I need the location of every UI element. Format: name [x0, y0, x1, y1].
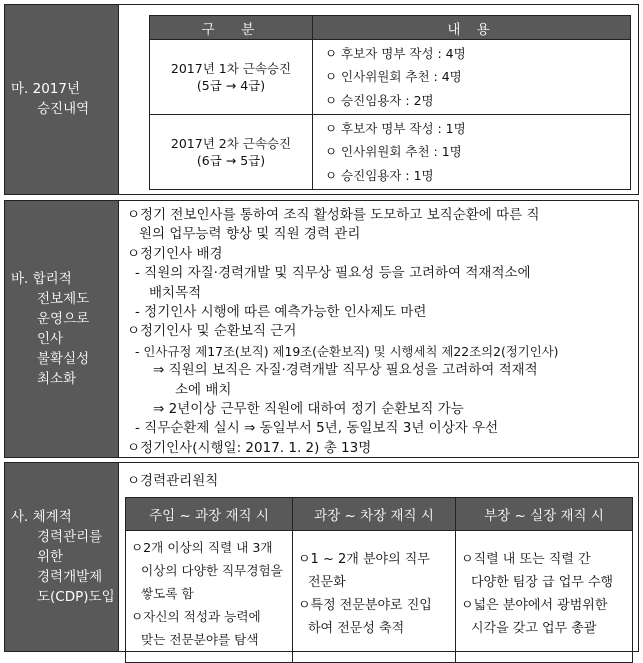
table-cell	[293, 531, 456, 663]
paragraph-line: 소에 배치	[175, 381, 232, 398]
cell-line: ㅇ직렬 내 또는 직렬 간	[461, 552, 591, 567]
promotion-table	[149, 15, 631, 190]
cell-line: ㅇ넓은 분야에서 광범위한	[461, 598, 608, 613]
table-row	[126, 531, 633, 663]
table-cell	[126, 531, 293, 663]
section-label-line: 경력개발제	[37, 569, 103, 585]
section-ma-content	[119, 5, 638, 194]
paragraph-line: 배치목적	[149, 284, 202, 301]
cell-line: 다양한 팀장 급 업무 수행	[471, 575, 614, 590]
section-label-line: 위한	[37, 549, 64, 565]
section-label-line: 승진내역	[37, 100, 90, 117]
cell-line: ㅇ자신의 적성과 능력에	[131, 609, 261, 624]
section-ma	[4, 4, 639, 195]
section-sa-content	[119, 463, 638, 651]
table-cell-category	[150, 40, 313, 115]
table-header: 내 용	[313, 16, 631, 40]
paragraph-line: - 인사규정 제17조(보직) 제19조(순환보직) 및 시행세칙 제22조의2(정기인사)	[135, 343, 559, 359]
detail-item: ㅇ 승진임용자 : 1명	[325, 167, 434, 183]
section-label-line: 마. 2017년	[11, 80, 81, 97]
section-label-line: 바. 합리적	[11, 271, 72, 287]
table-header: 구 분	[150, 16, 313, 40]
section-label-line: 사. 체계적	[11, 509, 72, 525]
career-table	[125, 497, 633, 663]
career-principle-heading: ㅇ경력관리원칙	[127, 473, 219, 489]
paragraph-line: ⇒ 2년이상 근무한 직원에 대하여 정기 순환보직 가능	[153, 401, 464, 418]
detail-item: ㅇ 인사위원회 추천 : 1명	[325, 144, 462, 160]
category-line: 2017년 2차 근속승진	[170, 136, 292, 151]
section-ba	[4, 200, 639, 458]
section-label-line: 운영으로	[37, 311, 90, 327]
table-header: 부장 ~ 실장 재직 시	[456, 498, 633, 531]
paragraph-line: - 직원의 자질·경력개발 및 직무상 필요성 등을 고려하여 적재적소에	[135, 265, 531, 282]
cell-line: ㅇ2개 이상의 직렬 내 3개	[131, 540, 273, 555]
section-label-line: 도(CDP)도입	[37, 589, 115, 605]
table-header-row	[126, 498, 633, 531]
section-sa-label	[5, 463, 119, 651]
section-ba-label	[5, 201, 119, 457]
table-cell-details	[313, 40, 631, 115]
detail-item: ㅇ 승진임용자 : 2명	[325, 92, 434, 108]
section-label-line: 불확실성	[37, 351, 90, 367]
paragraph-line: ⇒ 직원의 보직은 자질·경력개발 직무상 필요성을 고려하여 적재적	[153, 362, 538, 379]
section-label-line: 전보제도	[37, 291, 90, 307]
table-header: 주임 ~ 과장 재직 시	[126, 498, 293, 531]
cell-line: ㅇ1 ~ 2개 분야의 직무	[298, 552, 430, 567]
section-label-line: 경력관리를	[37, 529, 103, 545]
category-line: 2017년 1차 근속승진	[170, 61, 292, 76]
section-ba-content	[119, 201, 638, 457]
table-cell-category	[150, 115, 313, 190]
cell-line: 쌓도록 함	[141, 586, 194, 601]
category-line: (6급 → 5급)	[196, 153, 266, 168]
cell-line: 전문화	[308, 575, 346, 590]
cell-line: ㅇ특정 전문분야로 진입	[298, 598, 432, 613]
table-header-row	[150, 16, 631, 40]
section-ma-label	[5, 5, 119, 194]
table-row	[150, 40, 631, 115]
paragraph-line: ㅇ정기 전보인사를 통하여 조직 활성화를 도모하고 보직순환에 따른 직	[127, 207, 540, 223]
cell-line: 시각을 갖고 업무 총괄	[471, 621, 597, 636]
detail-item: ㅇ 후보자 명부 작성 : 4명	[325, 45, 466, 61]
table-cell	[456, 531, 633, 663]
detail-item: ㅇ 후보자 명부 작성 : 1명	[325, 120, 466, 136]
paragraph-line: ㅇ정기인사 및 순환보직 근거	[127, 323, 297, 340]
paragraph-line: - 정기인사 시행에 따른 예측가능한 인사제도 마련	[135, 304, 427, 321]
cell-line: 맞는 전문분야를 탐색	[141, 632, 259, 647]
section-label-line: 최소화	[37, 371, 77, 387]
paragraph-line: ㅇ정기인사 배경	[127, 245, 223, 262]
section-sa	[4, 462, 639, 652]
section-label-line: 인사	[37, 331, 64, 347]
table-header: 과장 ~ 차장 재직 시	[293, 498, 456, 531]
cell-line: 하여 전문성 축적	[308, 621, 405, 636]
table-row	[150, 115, 631, 190]
detail-item: ㅇ 인사위원회 추천 : 4명	[325, 69, 462, 85]
category-line: (5급 → 4급)	[196, 78, 266, 93]
cell-line: 이상의 다양한 직무경험을	[141, 563, 283, 578]
table-cell-details	[313, 115, 631, 190]
paragraph-line: 원의 업무능력 향상 및 직원 경력 관리	[139, 226, 361, 243]
paragraph-line: - 직무순환제 실시 ⇒ 동일부서 5년, 동일보직 3년 이상자 우선	[135, 420, 499, 437]
paragraph-line: ㅇ정기인사(시행일: 2017. 1. 2) 총 13명	[127, 439, 372, 456]
